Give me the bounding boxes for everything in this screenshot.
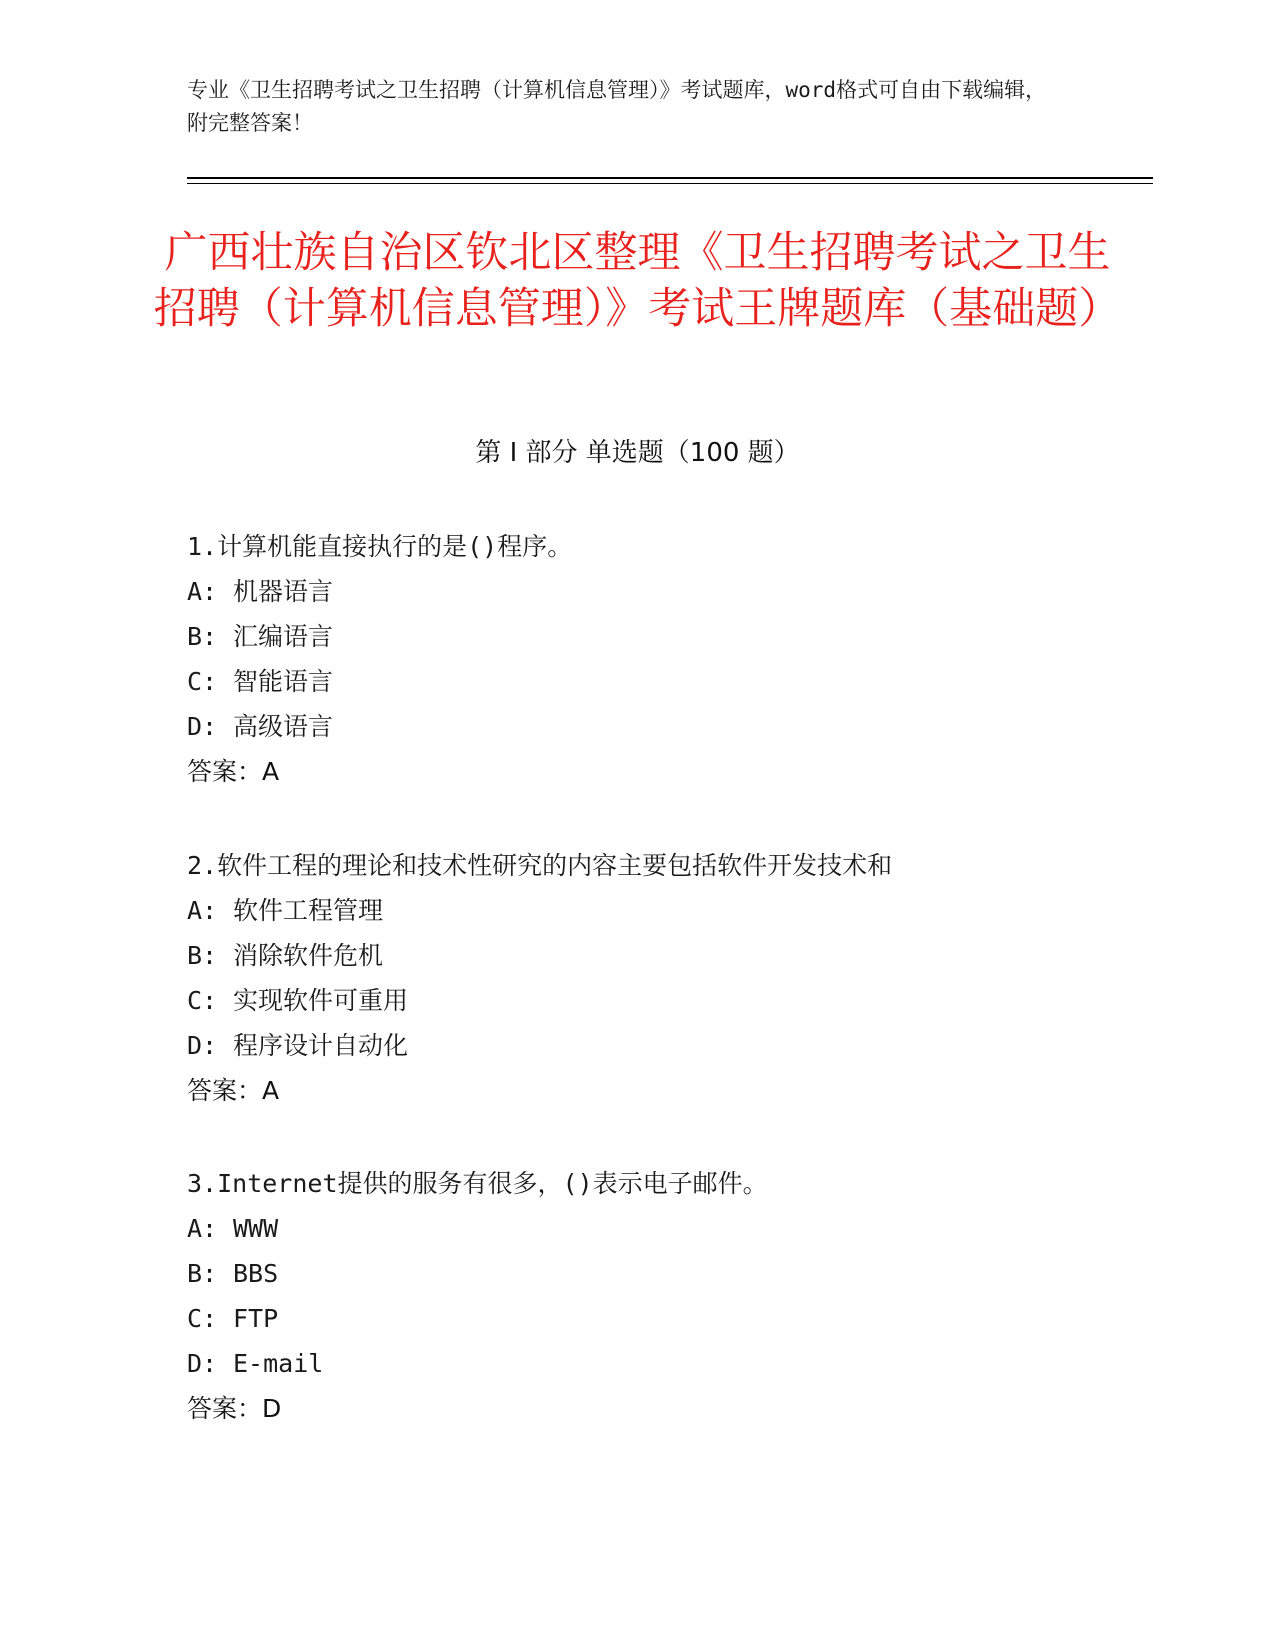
question-stem: 3.Internet提供的服务有很多，()表示电子邮件。 (187, 1169, 768, 1198)
option-letter: B: (187, 1259, 218, 1288)
option-text: 程序设计自动化 (233, 1031, 409, 1060)
option-b (187, 1251, 1087, 1296)
option-text: BBS (233, 1259, 279, 1288)
option-letter: D: (187, 1349, 218, 1378)
option-a (187, 569, 1087, 614)
option-text: 汇编语言 (233, 622, 334, 651)
option-d (187, 704, 1087, 749)
answer-line: 答案：A (187, 757, 280, 786)
option-text: FTP (233, 1304, 279, 1333)
option-b (187, 933, 1087, 978)
option-letter: D: (187, 1031, 218, 1060)
question-block (187, 843, 1087, 1113)
option-letter: B: (187, 622, 218, 651)
header-note: 专业《卫生招聘考试之卫生招聘（计算机信息管理）》考试题库，word格式可自由下载编辑，附完整答案！ (187, 78, 1047, 135)
option-text: WWW (233, 1214, 279, 1243)
option-a (187, 888, 1087, 933)
option-letter: C: (187, 986, 218, 1015)
option-letter: A: (187, 896, 218, 925)
option-text: 实现软件可重用 (233, 986, 409, 1015)
question-stem: 1.计算机能直接执行的是()程序。 (187, 532, 573, 561)
question-stem: 2.软件工程的理论和技术性研究的内容主要包括软件开发技术和 (187, 851, 893, 880)
option-text: E-mail (233, 1349, 324, 1378)
option-letter: B: (187, 941, 218, 970)
question-block (187, 524, 1087, 794)
question-block (187, 1161, 1087, 1431)
option-d (187, 1023, 1087, 1068)
option-d (187, 1341, 1087, 1386)
answer-line: 答案：D (187, 1394, 282, 1423)
answer-line: 答案：A (187, 1076, 280, 1105)
option-c (187, 659, 1087, 704)
option-b (187, 614, 1087, 659)
option-text: 软件工程管理 (233, 896, 384, 925)
header-divider-thin (187, 183, 1153, 184)
option-text: 高级语言 (233, 712, 334, 741)
option-letter: C: (187, 667, 218, 696)
option-letter: A: (187, 577, 218, 606)
section-heading: 第 I 部分 单选题（100 题） (475, 438, 800, 468)
option-a (187, 1206, 1087, 1251)
header-divider-thick (187, 177, 1153, 179)
option-text: 智能语言 (233, 667, 334, 696)
option-text: 消除软件危机 (233, 941, 384, 970)
option-c (187, 1296, 1087, 1341)
document-title: 广西壮族自治区钦北区整理《卫生招聘考试之卫生招聘（计算机信息管理）》考试王牌题库（基础题） (153, 228, 1122, 334)
option-letter: A: (187, 1214, 218, 1243)
option-letter: C: (187, 1304, 218, 1333)
option-c (187, 978, 1087, 1023)
option-letter: D: (187, 712, 218, 741)
option-text: 机器语言 (233, 577, 334, 606)
